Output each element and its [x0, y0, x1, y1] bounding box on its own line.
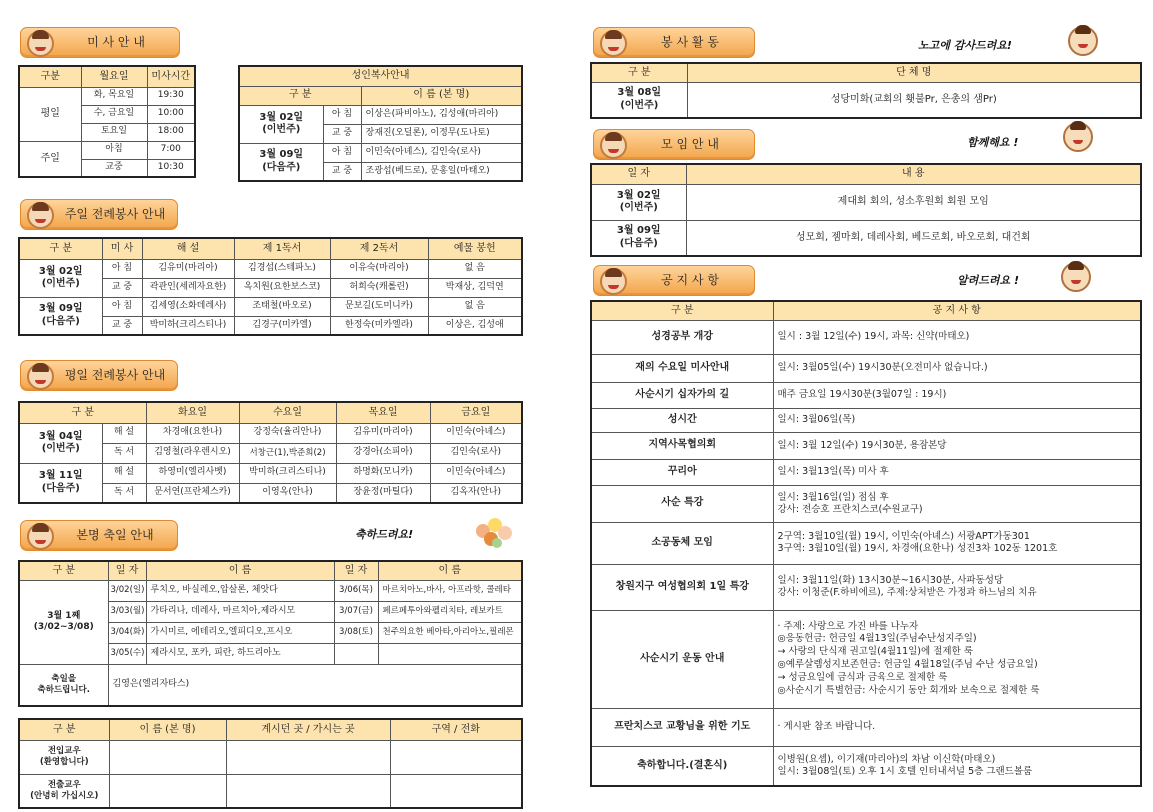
- sunday-cell: 곽관인(세레자요한): [142, 278, 234, 297]
- notice-title: 축하합니다.(결혼식): [591, 746, 773, 786]
- notices-col-header: 공 지 사 항: [773, 301, 1141, 320]
- nameday-names: 페르페투아와펠리치타, 레보카트: [378, 601, 522, 622]
- service-cheer: 노고에 감사드려요!: [918, 39, 1012, 52]
- weekday-cell: 이민숙(아녜스): [430, 423, 522, 443]
- nameday-names: 제라시모, 포카, 피란, 하드리아노: [146, 643, 334, 664]
- priest-face-icon: [600, 268, 627, 295]
- sunday-cell: 없 음: [428, 259, 522, 278]
- nameday-date: 3/05(수): [108, 643, 146, 664]
- mass-table: [18, 65, 196, 178]
- adult-date: 3월 09일: [259, 149, 304, 161]
- nameday-date: [334, 643, 378, 664]
- weekday-cell: 하영미(엘리사벳): [146, 463, 239, 483]
- nameday-col-header: 이 름: [378, 561, 522, 580]
- sunday-cell: 이상은, 김성애: [428, 316, 522, 335]
- weekday-cell: 이영옥(안나): [239, 483, 336, 503]
- mass-time: 7:00: [147, 141, 195, 159]
- adult-week: (이번주): [262, 124, 301, 135]
- nameday-names: 마르치아노,바사, 아프라핫, 콜레타: [378, 580, 522, 601]
- sunday-cell: 교 중: [102, 278, 142, 297]
- sunday-cell: 박재상, 김덕연: [428, 278, 522, 297]
- mass-section-header: [20, 27, 180, 58]
- notice-detail-line: → 성금요일에 금식과 금육으로 절제한 룩: [777, 671, 948, 683]
- meeting-date: 3월 09일: [616, 225, 661, 237]
- notice-detail-line: 강사: 전승호 프란치스코(수원교구): [777, 503, 923, 515]
- notice-detail: 일시: 3월06일(목): [773, 408, 1141, 432]
- sunday-cell: 김경섭(스테파노): [234, 259, 330, 278]
- service-groups: 성당미화(교회의 횃불Pr, 은총의 샘Pr): [687, 82, 1141, 118]
- service-week: (이번주): [620, 99, 659, 111]
- nameday-date: 3/07(금): [334, 601, 378, 622]
- weekday-cell: 차경애(요한나): [146, 423, 239, 443]
- sunday-cell: 아 침: [102, 259, 142, 278]
- notice-detail: 일시: 3월 12일(수) 19시30분, 용잠본당: [773, 432, 1141, 459]
- notices-table: [590, 300, 1142, 787]
- transfer-cell: [109, 774, 226, 808]
- meeting-title: 모 임 안 내: [661, 137, 719, 151]
- mass-time: 18:00: [147, 123, 195, 141]
- mass-day: 수, 금요일: [81, 105, 147, 123]
- notice-detail-line: 강사: 이청준(F.하비에르), 주제:상처받은 가정과 하느님의 치유: [777, 587, 1037, 598]
- nameday-names: [378, 643, 522, 664]
- nameday-congrats-text: 김영은(엘리자타스): [108, 664, 522, 706]
- notice-detail-line: 일시: 3월11일(화) 13시30분~16시30분, 사파동성당: [777, 575, 1004, 587]
- notice-title: 지역사목협의회: [591, 432, 773, 459]
- sunday-cell: 허희숙(캐롤린): [330, 278, 428, 297]
- meeting-table: [590, 163, 1142, 257]
- nameday-col-header: 일 자: [334, 561, 378, 580]
- nameday-date: 3/03(월): [108, 601, 146, 622]
- sunday-cell: 조태철(바오로): [234, 297, 330, 316]
- weekday-cell: 해 설: [102, 423, 146, 443]
- notice-detail: 일시: 3월05일(수) 19시30분(오전미사 없습니다.): [773, 354, 1141, 382]
- transfer-cell: [390, 740, 522, 774]
- nameday-col-header: 이 름: [146, 561, 334, 580]
- sunday-col-header: 예물 봉헌: [428, 238, 522, 259]
- mass-day: 토요일: [81, 123, 147, 141]
- weekday-cell: 김영철(라우렌시오): [146, 443, 239, 463]
- weekday-cell: 독 서: [102, 483, 146, 503]
- weekday-cell: 박미하(크리스티나): [239, 463, 336, 483]
- weekday-col-header: 수요일: [239, 402, 336, 423]
- notice-title: 꾸리아: [591, 459, 773, 485]
- notice-title: 성경공부 개강: [591, 320, 773, 354]
- weekday-date: 3월 11일: [38, 470, 83, 482]
- sunday-liturgy-title: 주일 전례봉사 안내: [64, 207, 166, 221]
- nameday-group-range: (3/02~3/08): [33, 622, 94, 632]
- weekday-date: 3월 04일: [38, 430, 83, 442]
- weekday-cell: 강정숙(율리안나): [239, 423, 336, 443]
- sunday-cell: 이유숙(마리아): [330, 259, 428, 278]
- transfer-col-header: 구역 / 전화: [390, 719, 522, 740]
- sunday-cell: 김유미(마리아): [142, 259, 234, 278]
- mass-group-label: 주일: [19, 141, 81, 177]
- meeting-header: [593, 129, 755, 160]
- nameday-names: 루치오, 바실레오,압살론, 체앗다: [146, 580, 334, 601]
- notice-title: 프란치스코 교황님을 위한 기도: [591, 708, 773, 746]
- adult-mass-type: 교 중: [323, 124, 361, 143]
- sunday-col-header: 해 설: [142, 238, 234, 259]
- nameday-header: [20, 520, 178, 551]
- mass-day: 아침: [81, 141, 147, 159]
- service-table: [590, 62, 1142, 119]
- mass-time: 10:00: [147, 105, 195, 123]
- sunday-date: 3월 02일: [38, 265, 83, 277]
- adult-col-header: 이 름 (본 명): [361, 86, 522, 105]
- notices-title: 공 지 사 항: [661, 273, 719, 287]
- mass-col-header: 미사시간: [147, 66, 195, 87]
- notice-detail-line: ◎사순시기 특별헌금: 사순시기 동안 회개와 보속으로 절제한 룩: [777, 684, 1040, 696]
- meeting-content: 제대회 회의, 성소후원회 회원 모임: [686, 184, 1141, 220]
- mass-col-header: 월요일: [81, 66, 147, 87]
- notice-detail-line: ◎응동헌금: 헌금일 4월13일(주님수난성지주일): [777, 633, 977, 645]
- sunday-date: 3월 09일: [38, 303, 83, 315]
- weekday-cell: 문서연(프란체스카): [146, 483, 239, 503]
- adult-server-table: [238, 65, 523, 182]
- notices-col-header: 구 분: [591, 301, 773, 320]
- meeting-week: (이번주): [619, 202, 658, 213]
- meeting-date: 3월 02일: [616, 189, 661, 201]
- adult-server-names: 장재진(오딜론), 이정무(도나토): [361, 124, 522, 143]
- sunday-col-header: 제 2독서: [330, 238, 428, 259]
- nameday-col-header: 구 분: [19, 561, 108, 580]
- nameday-congrats-label: 축일을: [51, 674, 77, 685]
- weekday-cell: 강경아(소피아): [336, 443, 430, 463]
- weekday-cell: 독 서: [102, 443, 146, 463]
- transfer-sub: (환영합니다): [39, 757, 89, 767]
- nameday-group-label: 3월 1째: [47, 610, 81, 621]
- service-header: [593, 27, 755, 58]
- weekday-cell: 서창근(1),박준희(2): [239, 443, 336, 463]
- mass-time: 10:30: [147, 159, 195, 177]
- sunday-cell: 한정숙(미카엘라): [330, 316, 428, 335]
- adult-mass-type: 교 중: [323, 162, 361, 181]
- notice-detail: 일시 : 3월 12일(수) 19시, 과목: 신약(마태오): [773, 320, 1141, 354]
- nameday-date: 3/04(화): [108, 622, 146, 643]
- priest-face-icon: [27, 202, 54, 229]
- weekday-cell: 김유미(마리아): [336, 423, 430, 443]
- nameday-names: 가타리나, 데레사, 마르치아,제라시모: [146, 601, 334, 622]
- adult-mass-type: 아 침: [323, 105, 361, 124]
- transfer-label: 전입교우: [47, 746, 81, 757]
- mass-time: 19:30: [147, 87, 195, 105]
- nameday-table: [18, 560, 523, 707]
- notice-title: 소공동체 모임: [591, 522, 773, 564]
- notice-detail-line: 3구역: 3월10일(월) 19시, 차경애(요한나) 성진3차 102동 1201호: [777, 543, 1058, 554]
- sunday-cell: 김경구(미카엘): [234, 316, 330, 335]
- notice-detail-line: · 주제: 사랑으로 가진 바를 나누자: [777, 620, 919, 632]
- sunday-cell: 문보길(도미니카): [330, 297, 428, 316]
- notices-cheer: 알려드려요 !: [957, 274, 1019, 287]
- sunday-liturgy-table: [18, 237, 523, 336]
- adult-server-title: 성인복사안내: [239, 66, 522, 86]
- transfer-cell: [226, 740, 390, 774]
- weekday-col-header: 금요일: [430, 402, 522, 423]
- nameday-names: 천주의요한 베아타,아리아노,필레몬: [378, 622, 522, 643]
- jesus-cartoon-icon: [1063, 122, 1093, 152]
- weekday-cell: 해 설: [102, 463, 146, 483]
- nameday-names: 가시미르, 에테리오,엘피디오,프시오: [146, 622, 334, 643]
- weekday-cell: 김옥자(안나): [430, 483, 522, 503]
- jesus-cartoon-icon: [1061, 262, 1091, 292]
- sunday-week: (다음주): [41, 315, 80, 327]
- sunday-col-header: 구 분: [19, 238, 102, 259]
- flower-bouquet-icon: [472, 514, 514, 556]
- meeting-col-header: 내 용: [686, 164, 1141, 184]
- sunday-col-header: 미 사: [102, 238, 142, 259]
- service-col-header: 구 분: [591, 63, 687, 82]
- notices-header: [593, 265, 755, 296]
- sunday-week: (이번주): [41, 278, 80, 289]
- notice-detail-line: 일시: 3월08일(토) 오후 1시 호텔 인터내셔널 5층 그랜드볼룸: [777, 765, 1033, 777]
- adult-mass-type: 아 침: [323, 143, 361, 162]
- transfer-col-header: 계시던 곳 / 가시는 곳: [226, 719, 390, 740]
- sunday-col-header: 제 1독서: [234, 238, 330, 259]
- notice-detail-line: ◎예루살렘성지보존헌금: 헌금일 4월18일(주님 수난 성금요일): [777, 659, 1038, 670]
- priest-face-icon: [600, 132, 627, 159]
- sunday-cell: 교 중: [102, 316, 142, 335]
- notice-title: 사순시기 운동 안내: [591, 610, 773, 708]
- meeting-cheer: 함께해요 !: [967, 136, 1019, 149]
- notice-detail-line: → 사랑의 단식재 권고일(4월11일)에 절제한 룩: [777, 646, 973, 658]
- weekday-liturgy-title: 평일 전례봉사 안내: [64, 368, 166, 382]
- notice-detail: 매주 금요일 19시30분(3월07일 : 19시): [773, 382, 1141, 408]
- weekday-cell: 하명화(모니카): [336, 463, 430, 483]
- transfer-sub: (안녕히 가십시오): [30, 790, 99, 801]
- sunday-cell: 옥치원(요한보스코): [234, 278, 330, 297]
- nameday-date: 3/02(일): [108, 580, 146, 601]
- adult-server-names: 이민숙(아녜스), 김인숙(로사): [361, 143, 522, 162]
- notice-detail: · 게시판 참조 바랍니다.: [773, 708, 1141, 746]
- meeting-week: (다음주): [619, 237, 658, 249]
- transfer-col-header: 이 름 (본 명): [109, 719, 226, 740]
- mass-col-header: 구분: [19, 66, 81, 87]
- sunday-cell: 아 침: [102, 297, 142, 316]
- adult-week: (다음주): [262, 161, 301, 173]
- notice-title: 사순시기 십자가의 길: [591, 382, 773, 408]
- weekday-cell: 장윤정(마틸다): [336, 483, 430, 503]
- notice-title: 성시간: [591, 408, 773, 432]
- mass-day: 화, 목요일: [81, 87, 147, 105]
- nameday-col-header: 일 자: [108, 561, 146, 580]
- notice-title: 재의 수요일 미사안내: [591, 354, 773, 382]
- nameday-date: 3/06(목): [334, 580, 378, 601]
- adult-col-header: 구 분: [239, 86, 361, 105]
- transfer-cell: [390, 774, 522, 808]
- nameday-cheer: 축하드려요!: [355, 528, 414, 541]
- nameday-date: 3/08(토): [334, 622, 378, 643]
- sunday-cell: 없 음: [428, 297, 522, 316]
- meeting-content: 성모회, 젬마회, 데레사회, 베드로회, 바오로회, 대건회: [686, 220, 1141, 256]
- sunday-cell: 박미하(크리스티나): [142, 316, 234, 335]
- weekday-col-header: 구 분: [19, 402, 146, 423]
- notice-title: 창원지구 여성협의회 1일 특강: [591, 564, 773, 610]
- weekday-col-header: 목요일: [336, 402, 430, 423]
- priest-face-icon: [27, 363, 54, 390]
- nameday-congrats-label: 축하드립니다.: [37, 684, 90, 695]
- mass-section-title: 미 사 안 내: [87, 35, 145, 49]
- transfer-label: 전출교우: [47, 780, 81, 791]
- jesus-cartoon-icon: [1068, 26, 1098, 56]
- weekday-liturgy-header: [20, 360, 178, 391]
- sunday-liturgy-header: [20, 199, 178, 230]
- mass-group-label: 평일: [19, 87, 81, 141]
- priest-face-icon: [27, 30, 54, 57]
- adult-server-names: 조광섭(베드로), 문홍일(마태오): [361, 162, 522, 181]
- transfer-col-header: 구 분: [19, 719, 109, 740]
- sunday-cell: 김세영(소화데레사): [142, 297, 234, 316]
- weekday-liturgy-table: [18, 401, 523, 504]
- weekday-week: (다음주): [41, 482, 80, 494]
- priest-face-icon: [600, 30, 627, 57]
- notice-title: 사순 특강: [591, 485, 773, 522]
- adult-server-names: 이상은(파비아노), 김성애(마리아): [361, 105, 522, 124]
- nameday-title: 본명 축일 안내: [76, 528, 154, 542]
- service-date: 3월 08일: [617, 87, 662, 99]
- service-title: 봉 사 활 동: [661, 35, 719, 49]
- adult-date: 3월 02일: [259, 111, 304, 123]
- weekday-cell: 김인숙(로사): [430, 443, 522, 463]
- service-col-header: 단 체 명: [687, 63, 1141, 82]
- priest-face-icon: [27, 523, 54, 550]
- mass-day: 교중: [81, 159, 147, 177]
- weekday-week: (이번주): [41, 443, 80, 454]
- weekday-col-header: 화요일: [146, 402, 239, 423]
- notice-detail-line: 일시: 3월16일(일) 점심 후: [777, 491, 889, 503]
- notice-detail-line: 이병원(요셉), 이기재(마리아)의 차남 이신학(마태오): [777, 753, 996, 765]
- transfer-cell: [109, 740, 226, 774]
- weekday-cell: 이민숙(아녜스): [430, 463, 522, 483]
- transfer-cell: [226, 774, 390, 808]
- notice-detail-line: 2구역: 3월10일(월) 19시, 이민숙(아녜스) 서광APT가동301: [777, 531, 1030, 543]
- transfer-table: [18, 718, 523, 809]
- meeting-col-header: 일 자: [591, 164, 686, 184]
- notice-detail: 일시: 3월13일(목) 미사 후: [773, 459, 1141, 485]
